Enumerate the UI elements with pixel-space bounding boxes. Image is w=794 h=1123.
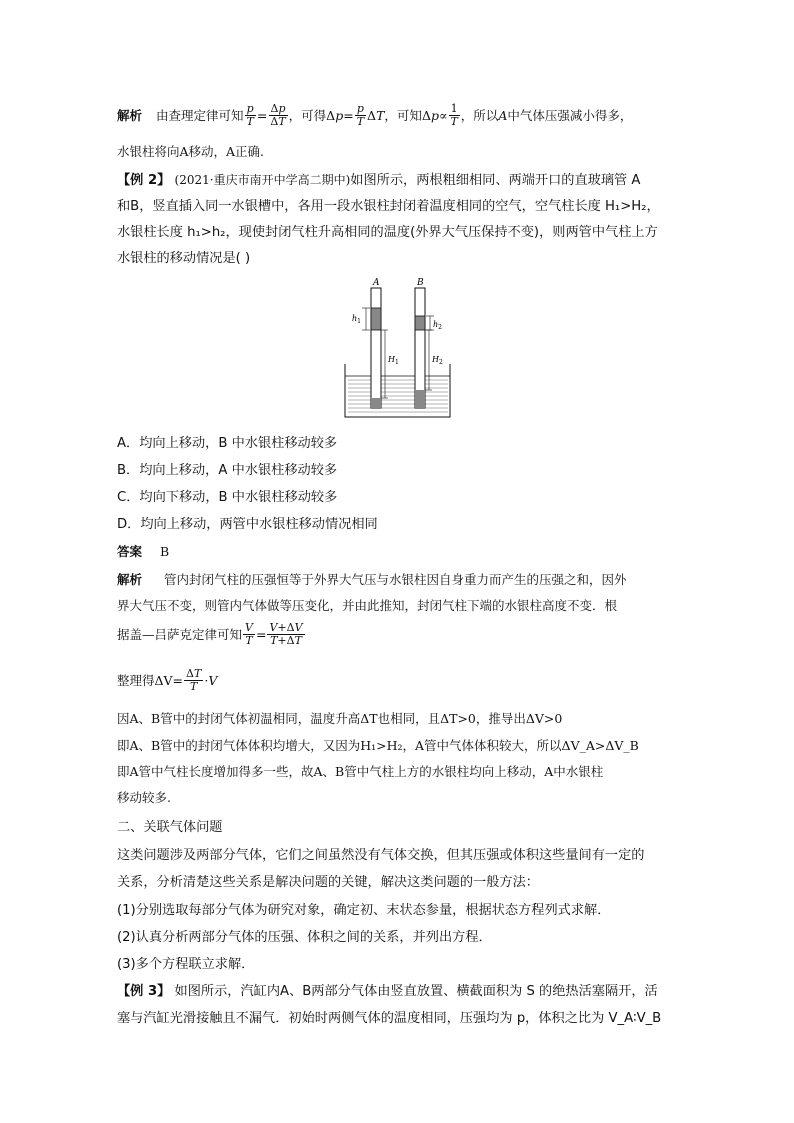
option-C: C．均向下移动，B 中水银柱移动较多 <box>117 490 338 505</box>
example-2-source: (2021·重庆市南开中学高二期中) <box>174 173 351 187</box>
analysis-2-text-1: 管内封闭气柱的压强恒等于外界大气压与水银柱因自身重力而产生的压强之和，因外 <box>163 572 627 587</box>
analysis-2-text-4: 整理得ΔV= <box>117 673 184 688</box>
analysis-2-text-3: 据盖—吕萨克定律可知 <box>117 627 243 642</box>
fraction-dT-over-T: $\frac{\Delta T}{T}$ <box>186 666 202 693</box>
example-2-line-4: 水银柱的移动情况是( ) <box>117 251 251 266</box>
analysis-2-line-2: 界大气压不变，则管内气体做等压变化，并由此推知，封闭气柱下端的水银柱高度不变．根 <box>117 598 618 613</box>
fraction-V-over-T: $\frac{V}{T}$ <box>245 620 253 647</box>
example-3-line-2: 塞与汽缸光滑接触且不漏气．初始时两侧气体的温度相同，压强均为 p，体积之比为 V_A∶V_B <box>117 1011 662 1026</box>
label-h1: $h_1$ <box>352 314 361 325</box>
example-3-text-1: 如图所示，汽缸内A、B两部分气体由竖直放置、横截面积为 S 的绝热活塞隔开，活 <box>174 984 658 999</box>
section-2-title: 二、关联气体问题 <box>117 820 223 835</box>
analysis-text-a: 由查理定律可知 <box>156 108 244 123</box>
analysis-2-line-4: 整理得ΔV= $\frac{\Delta T}{T}$ · V <box>117 666 218 693</box>
example-2-line-1 <box>117 169 640 188</box>
answer-value: B <box>159 544 170 559</box>
section-2-paragraph-line-1: 这类问题涉及两部分气体，它们之间虽然没有气体交换，但其压强或体积这些量间有一定的 <box>117 848 645 863</box>
analysis-label: 解析 <box>117 108 143 123</box>
formula-dT: ΔT <box>367 107 385 123</box>
section-2-step-1: (1)分别选取每部分气体为研究对象，确定初、末状态参量，根据状态方程列式求解． <box>117 903 611 918</box>
formula-proportional: Δp∝ <box>421 107 448 123</box>
tube-A-mercury-column <box>371 308 381 330</box>
mercury-trough-fill <box>345 376 450 417</box>
analysis-text-e: 中气体压强减小得多， <box>507 108 633 123</box>
analysis-text-b: ，可得 <box>288 108 327 123</box>
label-h2: $h_2$ <box>433 320 442 331</box>
analysis-text-c: ，可知 <box>384 108 422 123</box>
option-D: D．均向上移动，两管中水银柱移动情况相同 <box>117 517 378 532</box>
formula-dp: Δp= <box>326 107 354 123</box>
h1-dimension <box>362 308 370 330</box>
example-2-text-1: 如图所示，两根粗细相同、两端开口的直玻璃管 A <box>350 173 641 188</box>
analysis-text-d: ，所以 <box>460 108 499 123</box>
analysis-2-line-5: 因A、B管中的封闭气体初温相同，温度升高ΔT也相同，且ΔT>0，推导出ΔV>0 <box>117 711 563 726</box>
analysis-1-line-2: 水银柱将向A移动，A正确. <box>117 144 265 159</box>
section-2-paragraph-line-2: 关系，分析清楚这些关系是解决问题的关键，解决这类问题的一般方法： <box>117 875 539 890</box>
analysis-2-label: 解析 <box>117 572 143 587</box>
example-3-line-1 <box>117 980 658 999</box>
fraction-1-over-T: $\frac{1}{T}$ <box>450 101 458 128</box>
example-3-label: 【例 3】 <box>117 984 171 999</box>
example-2-line-3: 水银柱长度 h₁>h₂，现使封闭气柱升高相同的温度(外界大气压保持不变)，则两管中气柱上方 <box>117 225 658 240</box>
answer-label: 答案 <box>117 544 143 559</box>
analysis-1-line-1: 解析 由查理定律可知 $\frac{p}{T}$ = $\frac{\Delta p}{\Delta T}$ ，可得 Δp= $\frac{p}{T}$ ΔT ，可知 Δp∝ $\frac{1}{T}$ ，所以 A 中气体压强减小得多， <box>117 101 633 128</box>
option-A: A．均向上移动，B 中水银柱移动较多 <box>117 436 338 451</box>
tube-A-bottom-mercury <box>371 398 381 408</box>
section-2-step-3: (3)多个方程联立求解． <box>117 957 255 972</box>
answer-line <box>117 542 169 560</box>
tube-A-ref: A <box>498 107 508 123</box>
fraction-dp-over-dT: $\frac{\Delta p}{\Delta T}$ <box>270 101 286 128</box>
label-H1: $H_1$ <box>388 355 399 366</box>
analysis-2-line-3: 据盖—吕萨克定律可知 $\frac{V}{T}$ = $\frac{V+\Delta V}{T+\Delta T}$ <box>117 620 303 647</box>
tubes-figure <box>340 276 455 422</box>
section-2-step-2: (2)认真分析两部分气体的压强、体积之间的关系，并列出方程． <box>117 930 492 945</box>
analysis-2-line-1 <box>117 570 627 588</box>
fraction-p-over-T: $\frac{p}{T}$ <box>246 101 254 128</box>
fraction-V-plus-dV: $\frac{V+\Delta V}{T+\Delta T}$ <box>269 620 303 647</box>
example-2-label: 【例 2】 <box>117 173 171 188</box>
fraction-p-over-T-2: $\frac{p}{T}$ <box>356 101 365 128</box>
example-2-line-2: 和B，竖直插入同一水银槽中，各用一段水银柱封闭着温度相同的空气，空气柱长度 H₁>H₂， <box>117 199 660 214</box>
label-H2: $H_2$ <box>432 355 443 366</box>
analysis-2-line-8: 移动较多. <box>117 790 171 805</box>
tube-B-bottom-mercury <box>415 390 425 408</box>
analysis-2-line-6: 即A、B管中的封闭气体体积均增大，又因为H₁>H₂，A管中气体体积较大，所以ΔV_A>ΔV_B <box>117 738 639 753</box>
option-B: B．均向上移动，A 中水银柱移动较多 <box>117 463 338 478</box>
label-A: A <box>373 278 380 288</box>
analysis-2-line-7: 即A管中气柱长度增加得多一些，故A、B管中气柱上方的水银柱均向上移动，A中水银柱 <box>117 764 604 779</box>
label-B: B <box>417 278 424 288</box>
tube-B-mercury-column <box>415 316 425 330</box>
tube-A <box>371 288 381 408</box>
